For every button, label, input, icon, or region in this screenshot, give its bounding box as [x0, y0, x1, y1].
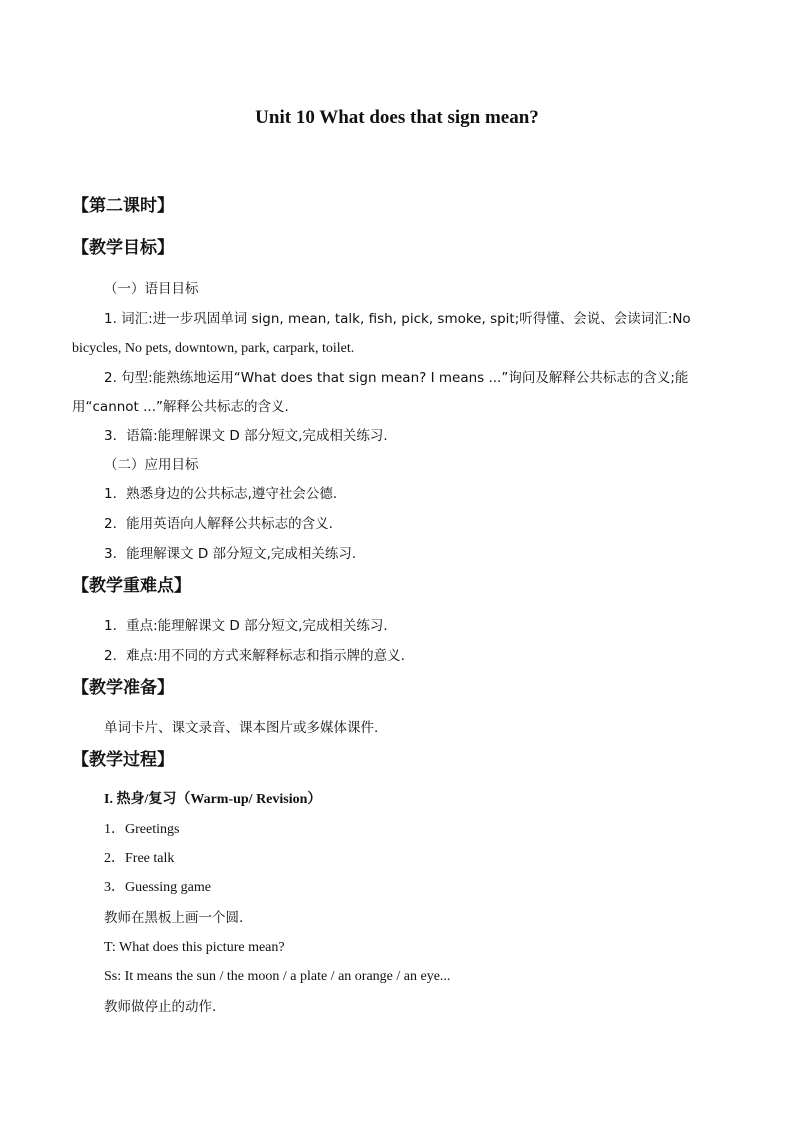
application-item-2: 2．能用英语向人解释公共标志的含义. [104, 516, 333, 532]
process-item-greetings: 1．Greetings [104, 822, 180, 837]
process-paragraph-2: T: What does this picture mean? [104, 940, 285, 955]
process-item-guessing-game: 3．Guessing game [104, 880, 211, 895]
process-step-1-heading: I. 热身/复习（Warm-up/ Revision） [104, 792, 322, 807]
key-point-item-1: 1．重点:能理解课文 D 部分短文,完成相关练习. [104, 618, 388, 634]
objective-item-2-line-2: 用“cannot ...”解释公共标志的含义. [72, 399, 289, 415]
application-item-1: 1．熟悉身边的公共标志,遵守社会公德. [104, 486, 338, 502]
objectives-heading: 【教学目标】 [72, 238, 174, 258]
application-goal-subheading: （二）应用目标 [104, 457, 199, 473]
key-points-heading: 【教学重难点】 [72, 576, 191, 596]
key-point-item-2: 2．难点:用不同的方式来解释标志和指示牌的意义. [104, 648, 405, 664]
document-title: Unit 10 What does that sign mean? [255, 107, 539, 128]
language-goal-subheading: （一）语目目标 [104, 281, 199, 297]
process-heading: 【教学过程】 [72, 750, 174, 770]
lesson-heading: 【第二课时】 [72, 196, 174, 216]
preparation-text: 单词卡片、课文录音、课本图片或多媒体课件. [104, 720, 379, 736]
objective-item-3: 3．语篇:能理解课文 D 部分短文,完成相关练习. [104, 428, 388, 444]
objective-item-1-line-2: bicycles, No pets, downtown, park, carpark, toilet. [72, 341, 355, 356]
process-paragraph-4: 教师做停止的动作. [104, 999, 217, 1015]
process-paragraph-3: Ss: It means the sun / the moon / a plate / an orange / an eye... [104, 969, 451, 984]
application-item-3: 3．能理解课文 D 部分短文,完成相关练习. [104, 546, 357, 562]
objective-item-1-line-1: 1. 词汇:进一步巩固单词 sign, mean, talk, fish, pick, smoke, spit;听得懂、会说、会读词汇:No [104, 311, 691, 327]
objective-item-2-line-1: 2. 句型:能熟练地运用“What does that sign mean? I means ...”询问及解释公共标志的含义;能 [104, 370, 689, 386]
process-item-free-talk: 2．Free talk [104, 851, 175, 866]
process-paragraph-1: 教师在黑板上画一个圆. [104, 910, 244, 926]
preparation-heading: 【教学准备】 [72, 678, 174, 698]
